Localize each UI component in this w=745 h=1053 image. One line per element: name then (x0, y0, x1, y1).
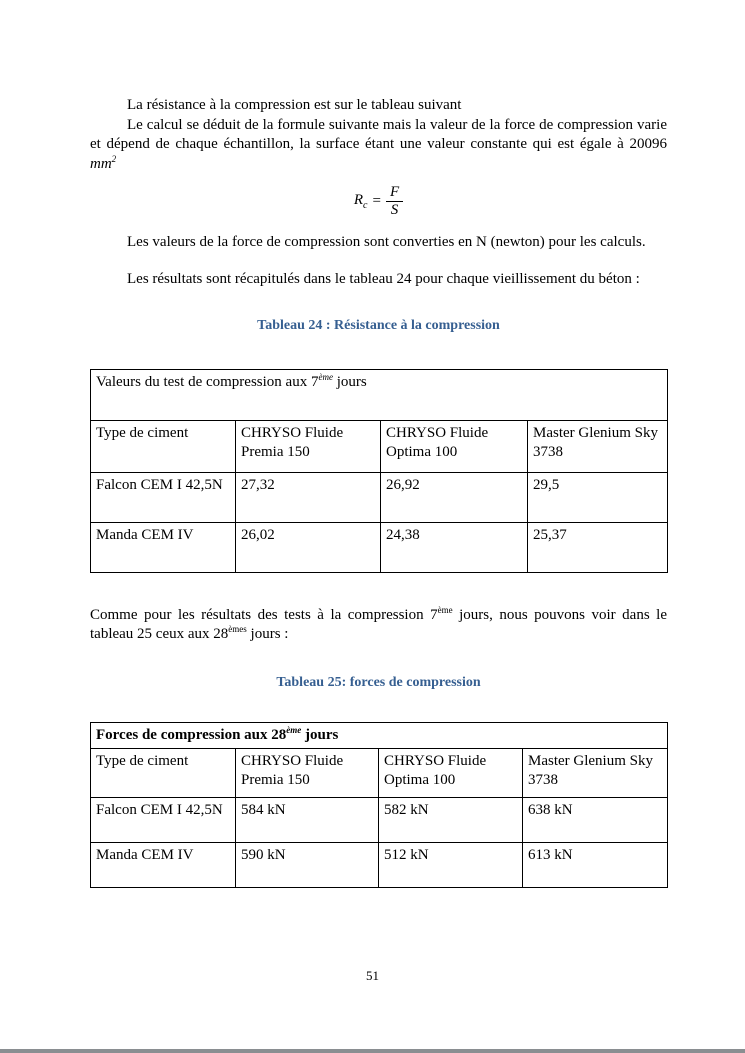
formula-wrap (354, 184, 403, 219)
table-row (91, 420, 668, 472)
unit-mm: mm (90, 155, 112, 172)
column-header-cement-type: Type de ciment (91, 420, 236, 472)
value-cell: 590 kN (236, 843, 379, 888)
value-cell: 584 kN (236, 798, 379, 843)
table24-title-cell (91, 369, 668, 420)
row-label: Falcon CEM I 42,5N (91, 472, 236, 522)
value-cell: 27,32 (236, 472, 381, 522)
table-row (91, 472, 668, 522)
table-row (91, 798, 668, 843)
paragraph-formula-intro (90, 116, 667, 175)
column-header-optima: CHRYSO Fluide Optima 100 (381, 420, 528, 472)
formula-lhs (354, 192, 368, 211)
paragraph-intro-text: La résistance à la compression est sur le tableau suivant (127, 97, 462, 113)
table24-caption: Tableau 24 : Résistance à la compression (257, 318, 500, 333)
value-cell: 24,38 (381, 522, 528, 572)
value-cell: 638 kN (523, 798, 668, 843)
formula-fraction (386, 184, 403, 219)
formula-subscript-c: c (363, 200, 368, 211)
table25-title-cell (91, 723, 668, 749)
superscript-eme: ème (437, 604, 453, 615)
paragraph-results-text: Les résultats sont récapitulés dans le tableau 24 pour chaque vieillissement du béton : (127, 270, 640, 287)
page-number: 51 (366, 968, 379, 983)
column-header-glenium: Master Glenium Sky 3738 (523, 749, 668, 798)
table25-caption: Tableau 25: forces de compression (276, 674, 481, 690)
paragraph-results (90, 270, 667, 290)
value-cell: 26,02 (236, 522, 381, 572)
formula-rc (90, 184, 667, 219)
column-header-premia: CHRYSO Fluide Premia 150 (236, 420, 381, 472)
table24-title-post: jours (332, 373, 367, 390)
value-cell: 26,92 (381, 472, 528, 522)
superscript-emes: èmes (228, 624, 247, 634)
formula-denominator: S (390, 202, 399, 218)
table-row (91, 522, 668, 572)
page-content (90, 96, 667, 888)
column-header-optima: CHRYSO Fluide Optima 100 (379, 749, 523, 798)
value-cell: 25,37 (528, 522, 668, 572)
value-cell: 613 kN (523, 843, 668, 888)
paragraph-table25-mid: jours, nous pouvons voir dans le tableau 25 ceux aux 28 (90, 606, 667, 642)
formula-numerator: F (386, 184, 403, 202)
table-row (91, 369, 668, 420)
value-cell: 582 kN (379, 798, 523, 843)
unit-exponent: 2 (111, 153, 117, 164)
row-label: Manda CEM IV (91, 522, 236, 572)
paragraph-conversion (90, 233, 667, 253)
column-header-cement-type: Type de ciment (91, 749, 236, 798)
paragraph-table25-pre: Comme pour les résultats des tests à la compression 7 (90, 606, 438, 623)
column-header-premia: CHRYSO Fluide Premia 150 (236, 749, 379, 798)
table25-title-pre: Forces de compression aux 28 (96, 727, 287, 743)
table-row (91, 723, 668, 749)
value-cell: 29,5 (528, 472, 668, 522)
table24-title-pre: Valeurs du test de compression aux 7 (96, 373, 319, 390)
column-header-glenium: Master Glenium Sky 3738 (528, 420, 668, 472)
paragraph-table25-post: jours : (246, 626, 289, 642)
paragraph-table25-intro (90, 606, 667, 645)
value-cell: 512 kN (379, 843, 523, 888)
row-label: Manda CEM IV (91, 843, 236, 888)
formula-symbol-r: R (353, 192, 364, 208)
table-forces-28days (90, 722, 668, 888)
row-label: Falcon CEM I 42,5N (91, 798, 236, 843)
table25-title-sup: ème (286, 725, 302, 735)
table-compression-7days (90, 369, 668, 573)
table25-title-post: jours (301, 727, 339, 743)
table-row (91, 843, 668, 888)
paragraph-formula-intro-text: Le calcul se déduit de la formule suivante mais la valeur de la force de compression varie et dépend de chaque échantillon, la surface étant une valeur constante qui est égale à 20096 (90, 116, 667, 152)
paragraph-conversion-text: Les valeurs de la force de compression sont converties en N (newton) pour les calculs. (127, 234, 646, 250)
table-row (91, 749, 668, 798)
paragraph-intro (90, 96, 667, 116)
table24-title-sup: ème (318, 371, 333, 382)
equals-sign: = (372, 193, 381, 209)
